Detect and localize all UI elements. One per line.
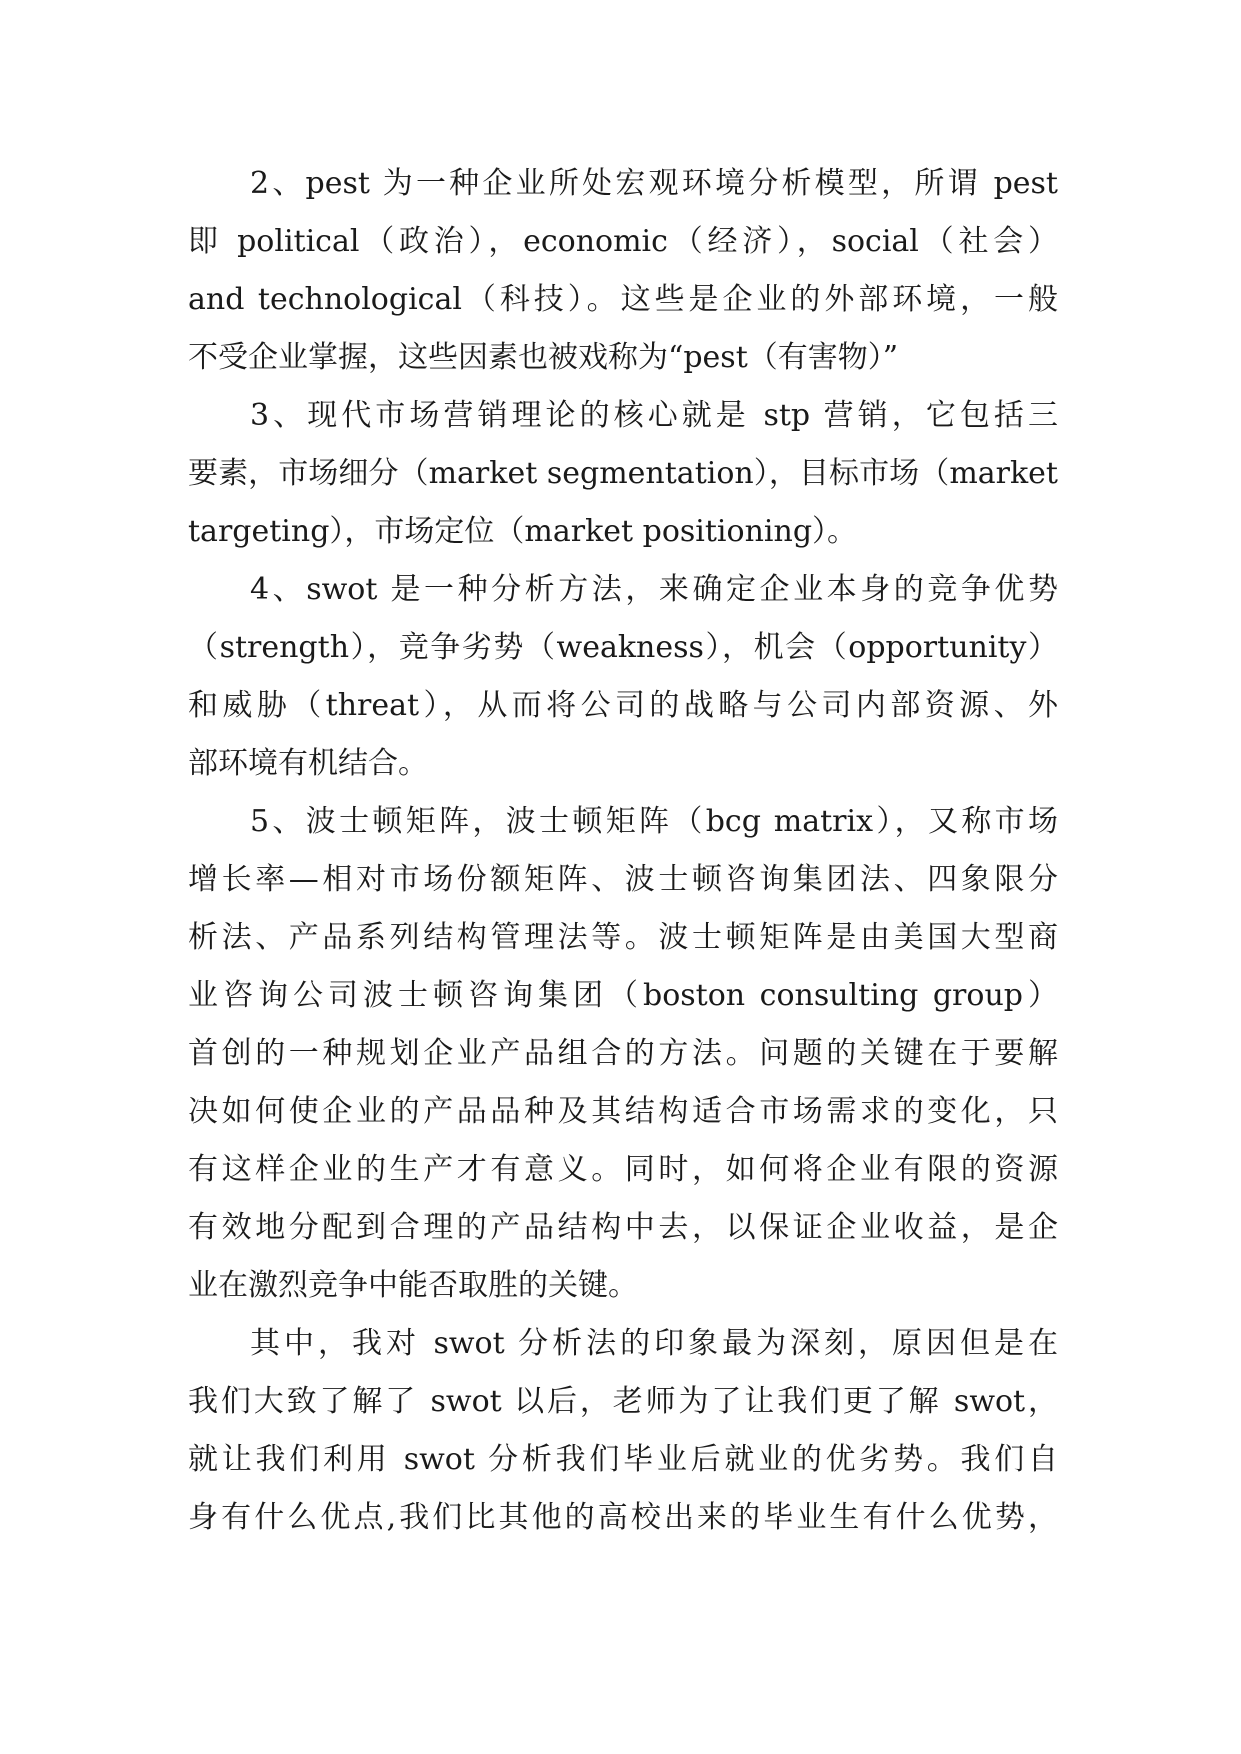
text-line: （strength），竞争劣势（weakness），机会（opportunity）	[188, 630, 1058, 665]
text-line: 就让我们利用 swot 分析我们毕业后就业的优劣势。我们自	[188, 1442, 1058, 1477]
text-line: 4、swot 是一种分析方法，来确定企业本身的竞争优势	[250, 572, 1058, 607]
text-line: 析法、产品系列结构管理法等。波士顿矩阵是由美国大型商	[188, 920, 1058, 955]
text-line: 有效地分配到合理的产品结构中去，以保证企业收益，是企	[188, 1210, 1058, 1245]
text-line: 增长率—相对市场份额矩阵、波士顿咨询集团法、四象限分	[188, 862, 1058, 897]
text-line: 即 political（政治），economic（经济），social（社会）	[188, 224, 1058, 259]
text-line: 首创的一种规划企业产品组合的方法。问题的关键在于要解	[188, 1036, 1058, 1071]
text-line: 业在激烈竞争中能否取胜的关键。	[188, 1268, 638, 1303]
paragraph-pest	[188, 155, 1058, 387]
text-line: 要素，市场细分（market segmentation），目标市场（market	[188, 456, 1058, 491]
text-line: 不受企业掌握，这些因素也被戏称为“pest（有害物）”	[188, 340, 899, 375]
text-line: 我们大致了解了 swot 以后，老师为了让我们更了解 swot，	[188, 1384, 1058, 1419]
text-line: 有这样企业的生产才有意义。同时，如何将企业有限的资源	[188, 1152, 1058, 1187]
text-line: 3、现代市场营销理论的核心就是 stp 营销，它包括三	[250, 398, 1058, 433]
paragraph-stp	[188, 387, 1058, 561]
text-line: 其中，我对 swot 分析法的印象最为深刻，原因但是在	[250, 1326, 1058, 1361]
document-body	[188, 155, 1058, 1547]
text-line: 5、波士顿矩阵，波士顿矩阵（bcg matrix），又称市场	[250, 804, 1058, 839]
paragraph-reflection	[188, 1315, 1058, 1547]
text-line: 2、pest 为一种企业所处宏观环境分析模型，所谓 pest	[250, 166, 1058, 201]
text-line: 业咨询公司波士顿咨询集团（boston consulting group）	[188, 978, 1058, 1013]
paragraph-bcg	[188, 793, 1058, 1315]
text-line: targeting），市场定位（market positioning）。	[188, 514, 858, 549]
text-line: 身有什么优点,我们比其他的高校出来的毕业生有什么优势，	[188, 1500, 1058, 1535]
text-line: 和威胁（threat），从而将公司的战略与公司内部资源、外	[188, 688, 1058, 723]
text-line: 部环境有机结合。	[188, 746, 428, 781]
text-line: and technological（科技）。这些是企业的外部环境，一般	[188, 282, 1058, 317]
paragraph-swot	[188, 561, 1058, 793]
text-line: 决如何使企业的产品品种及其结构适合市场需求的变化，只	[188, 1094, 1058, 1129]
